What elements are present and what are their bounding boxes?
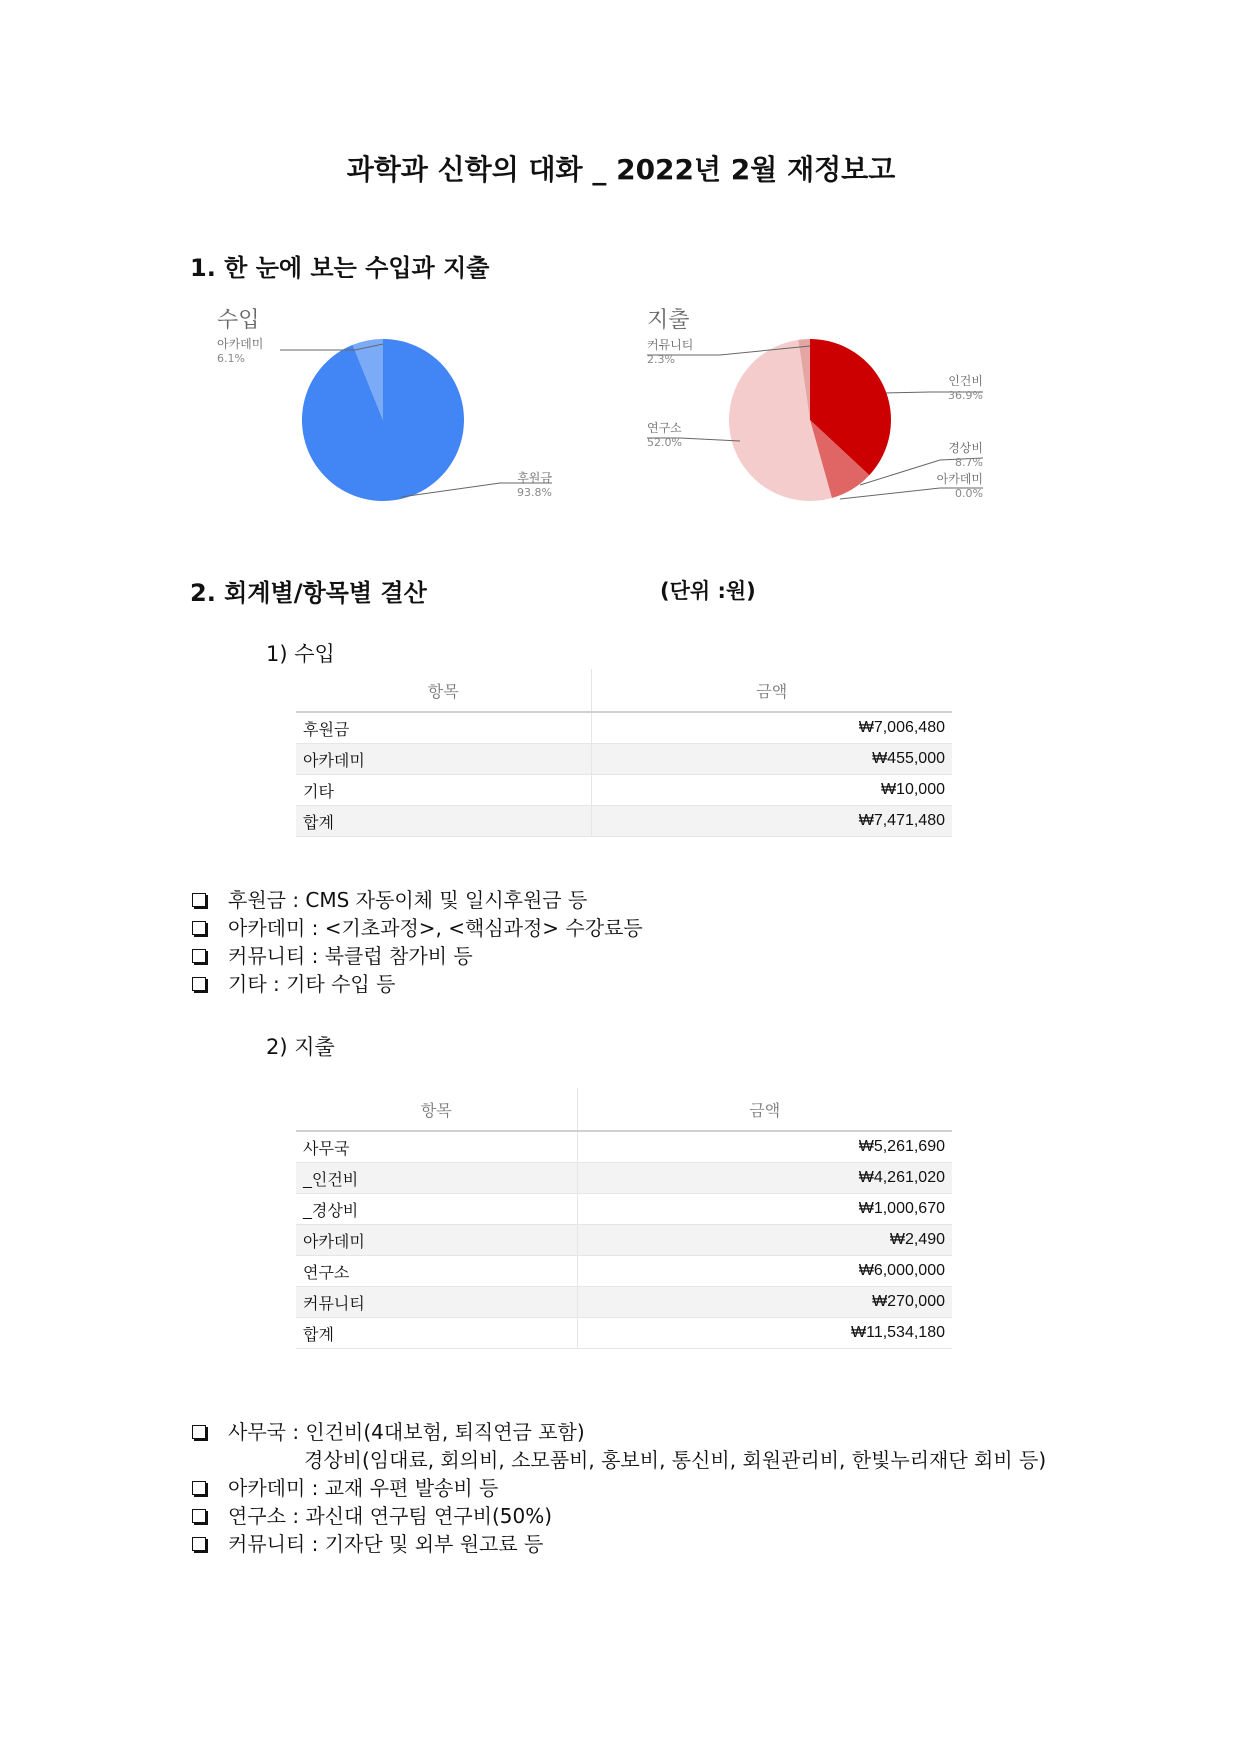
row-label: _경상비: [296, 1194, 577, 1225]
expense-label-community: 커뮤니티 2.3%: [647, 338, 694, 366]
row-amount: ₩7,471,480: [591, 806, 952, 837]
income-chart-title: 수입: [217, 308, 260, 333]
list-item: 기타 : 기타 수입 등: [190, 970, 643, 998]
table-row: [296, 775, 952, 806]
checkbox-bullet-icon: [192, 1537, 206, 1551]
row-amount: ₩270,000: [577, 1287, 952, 1318]
row-label: 커뮤니티: [296, 1287, 577, 1318]
table-row: [296, 1131, 952, 1163]
list-item: 후원금 : CMS 자동이체 및 일시후원금 등: [190, 886, 643, 914]
income-table: [296, 669, 952, 837]
row-label: 사무국: [296, 1131, 577, 1163]
table-row: [296, 1256, 952, 1287]
row-amount: ₩10,000: [591, 775, 952, 806]
section-2-heading: 2. 회계별/항목별 결산: [190, 579, 427, 607]
expense-chart-title: 지출: [647, 308, 690, 333]
expense-label-academy: 아카데미 0.0%: [936, 472, 983, 500]
list-item: 연구소 : 과신대 연구팀 연구비(50%): [190, 1502, 1046, 1530]
income-label-academy: 아카데미 6.1%: [217, 337, 264, 365]
checkbox-bullet-icon: [192, 1509, 206, 1523]
table-row: [296, 1163, 952, 1194]
expense-notes: [190, 1418, 1046, 1558]
income-notes: [190, 886, 643, 998]
table-row: [296, 1287, 952, 1318]
checkbox-bullet-icon: [192, 893, 206, 907]
row-amount: ₩4,261,020: [577, 1163, 952, 1194]
row-amount: ₩2,490: [577, 1225, 952, 1256]
row-amount: ₩455,000: [591, 744, 952, 775]
row-label: 아카데미: [296, 744, 591, 775]
list-item: 커뮤니티 : 기자단 및 외부 원고료 등: [190, 1530, 1046, 1558]
column-header-item: 항목: [296, 669, 591, 712]
expense-label-institute: 연구소 52.0%: [647, 421, 682, 449]
unit-note: (단위 :원): [660, 579, 756, 603]
row-amount: ₩5,261,690: [577, 1131, 952, 1163]
checkbox-bullet-icon: [192, 1481, 206, 1495]
table-row-total: [296, 806, 952, 837]
column-header-amount: 금액: [591, 669, 952, 712]
checkbox-bullet-icon: [192, 949, 206, 963]
row-label: 연구소: [296, 1256, 577, 1287]
list-item-continuation: 경상비(임대료, 회의비, 소모품비, 홍보비, 통신비, 회원관리비, 한빛누리재단 회비 등): [304, 1448, 1047, 1472]
checkbox-bullet-icon: [192, 977, 206, 991]
row-label: 아카데미: [296, 1225, 577, 1256]
table-row: [296, 712, 952, 744]
checkbox-bullet-icon: [192, 921, 206, 935]
row-label: 합계: [296, 1318, 577, 1349]
row-label: 후원금: [296, 712, 591, 744]
row-label: 합계: [296, 806, 591, 837]
column-header-item: 항목: [296, 1088, 577, 1131]
expense-table-header: [296, 1088, 952, 1131]
row-label: 기타: [296, 775, 591, 806]
expense-label-overhead: 경상비 8.7%: [948, 441, 983, 469]
row-amount: ₩7,006,480: [591, 712, 952, 744]
section-1-heading: 1. 한 눈에 보는 수입과 지출: [190, 254, 490, 282]
row-amount: ₩6,000,000: [577, 1256, 952, 1287]
list-item: 아카데미 : <기초과정>, <핵심과정> 수강료등: [190, 914, 643, 942]
row-amount: ₩11,534,180: [577, 1318, 952, 1349]
row-label: _인건비: [296, 1163, 577, 1194]
row-amount: ₩1,000,670: [577, 1194, 952, 1225]
list-item: 커뮤니티 : 북클럽 참가비 등: [190, 942, 643, 970]
list-item: 아카데미 : 교재 우편 발송비 등: [190, 1474, 1046, 1502]
table-row: [296, 744, 952, 775]
expense-heading: 2) 지출: [266, 1035, 335, 1059]
income-table-header: [296, 669, 952, 712]
income-label-donation: 후원금 93.8%: [517, 471, 552, 499]
column-header-amount: 금액: [577, 1088, 952, 1131]
table-row: [296, 1194, 952, 1225]
income-heading: 1) 수입: [266, 642, 335, 666]
expense-label-personnel: 인건비 36.9%: [948, 374, 983, 402]
page-title: 과학과 신학의 대화 _ 2022년 2월 재정보고: [346, 153, 896, 186]
table-row: [296, 1225, 952, 1256]
checkbox-bullet-icon: [192, 1425, 206, 1439]
list-item: 사무국 : 인건비(4대보험, 퇴직연금 포함): [190, 1418, 1046, 1446]
expense-table: [296, 1088, 952, 1349]
table-row-total: [296, 1318, 952, 1349]
